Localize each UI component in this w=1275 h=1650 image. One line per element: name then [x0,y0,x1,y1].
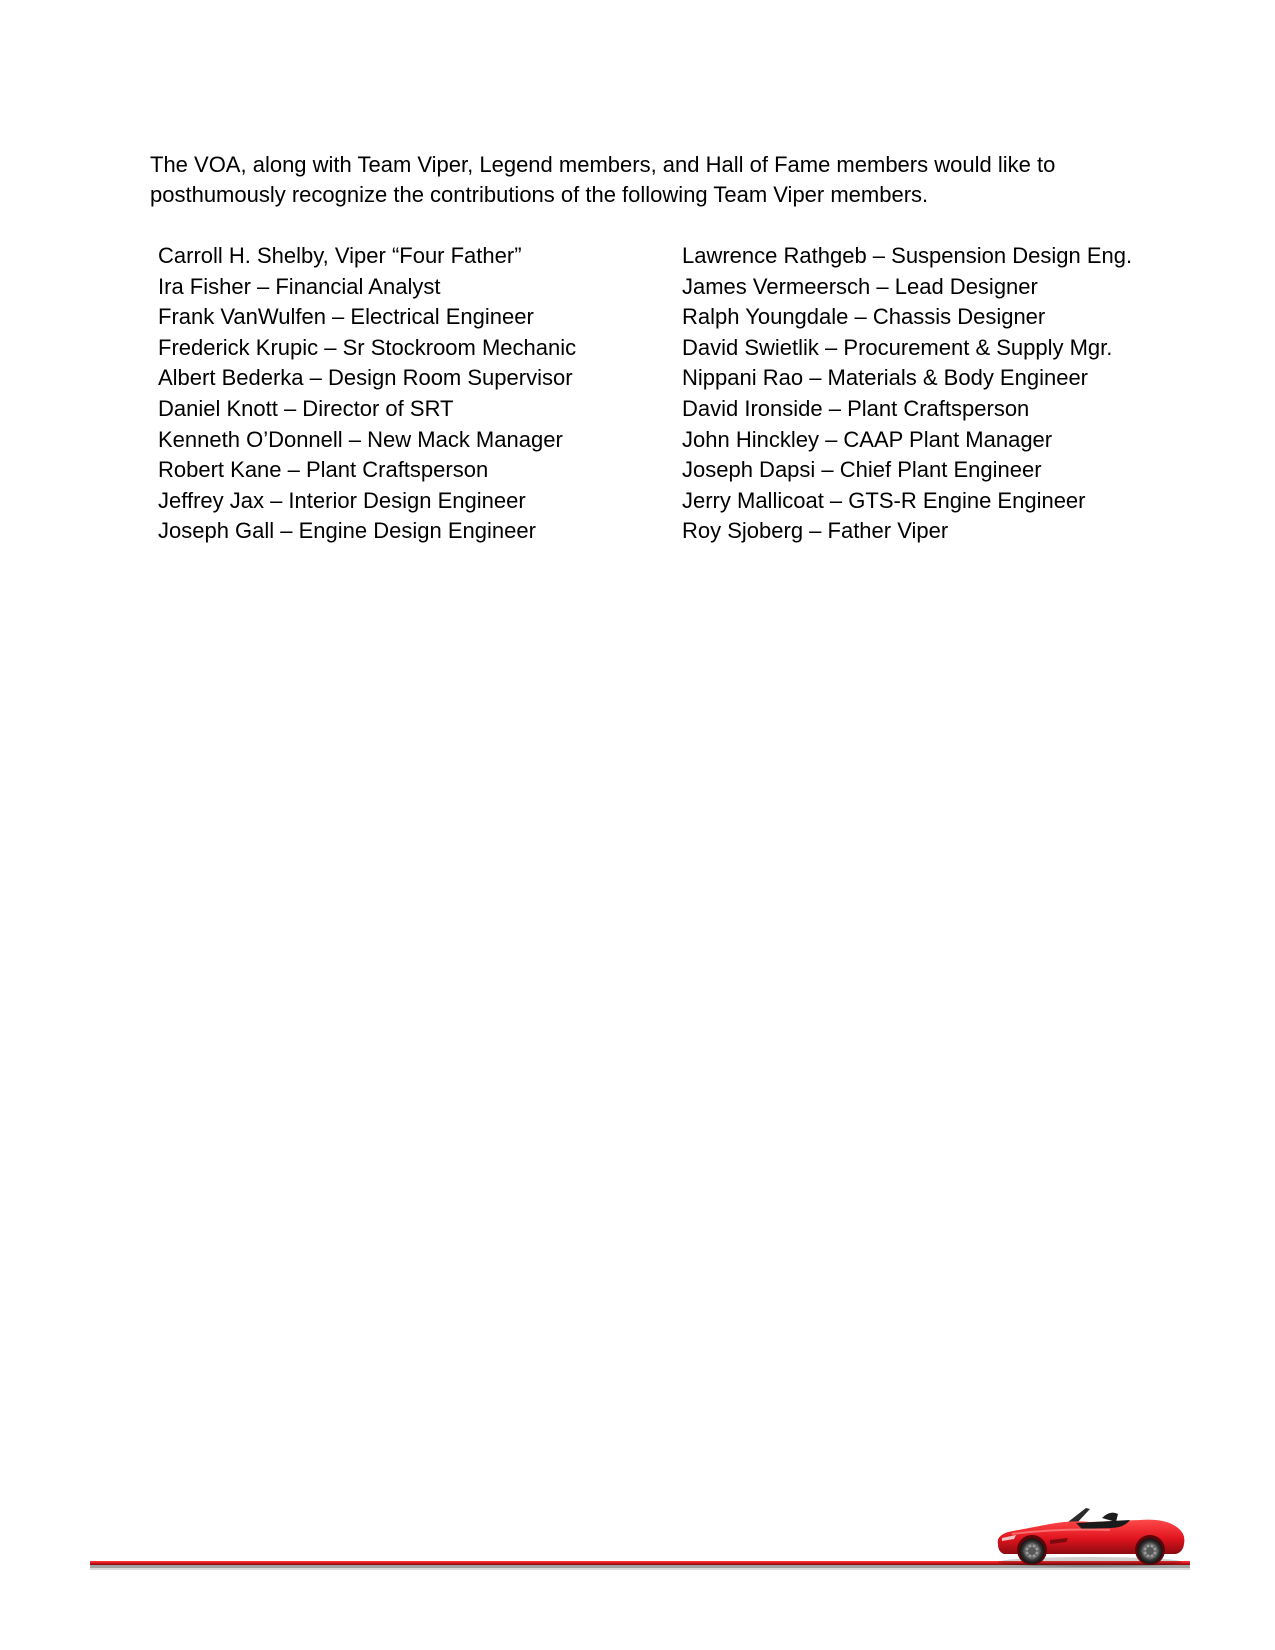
member-item: David Swietlik – Procurement & Supply Mgr. [682,334,1113,360]
member-item: David Ironside – Plant Craftsperson [682,395,1030,421]
member-item: Frank VanWulfen – Electrical Engineer [158,304,534,330]
intro-line-1: The VOA, along with Team Viper, Legend members, and Hall of Fame members would like to [150,152,1056,177]
member-item: Kenneth O’Donnell – New Mack Manager [158,426,563,452]
members-list-left [158,241,658,547]
intro-paragraph [150,150,1150,210]
member-item: Nippani Rao – Materials & Body Engineer [682,365,1089,391]
member-item: Carroll H. Shelby, Viper “Four Father” [158,243,522,268]
red-roadster-car-icon [990,1500,1190,1570]
member-item: John Hinckley – CAAP Plant Manager [682,426,1053,452]
member-item: Joseph Gall – Engine Design Engineer [158,518,536,544]
members-list-right [682,241,1182,547]
member-item: Joseph Dapsi – Chief Plant Engineer [682,457,1042,483]
member-item: Ralph Youngdale – Chassis Designer [682,304,1046,330]
member-item: Jeffrey Jax – Interior Design Engineer [158,487,526,513]
member-item: Roy Sjoberg – Father Viper [682,518,949,544]
member-item: Frederick Krupic – Sr Stockroom Mechanic [158,334,577,360]
member-item: Jerry Mallicoat – GTS-R Engine Engineer [682,487,1086,513]
member-item: Daniel Knott – Director of SRT [158,395,454,421]
member-item: Albert Bederka – Design Room Supervisor [158,365,573,391]
member-item: Lawrence Rathgeb – Suspension Design Eng. [682,243,1133,268]
member-item: James Vermeersch – Lead Designer [682,273,1038,299]
member-item: Robert Kane – Plant Craftsperson [158,457,489,483]
intro-line-2: posthumously recognize the contributions of the following Team Viper members. [150,182,929,207]
member-item: Ira Fisher – Financial Analyst [158,273,441,299]
